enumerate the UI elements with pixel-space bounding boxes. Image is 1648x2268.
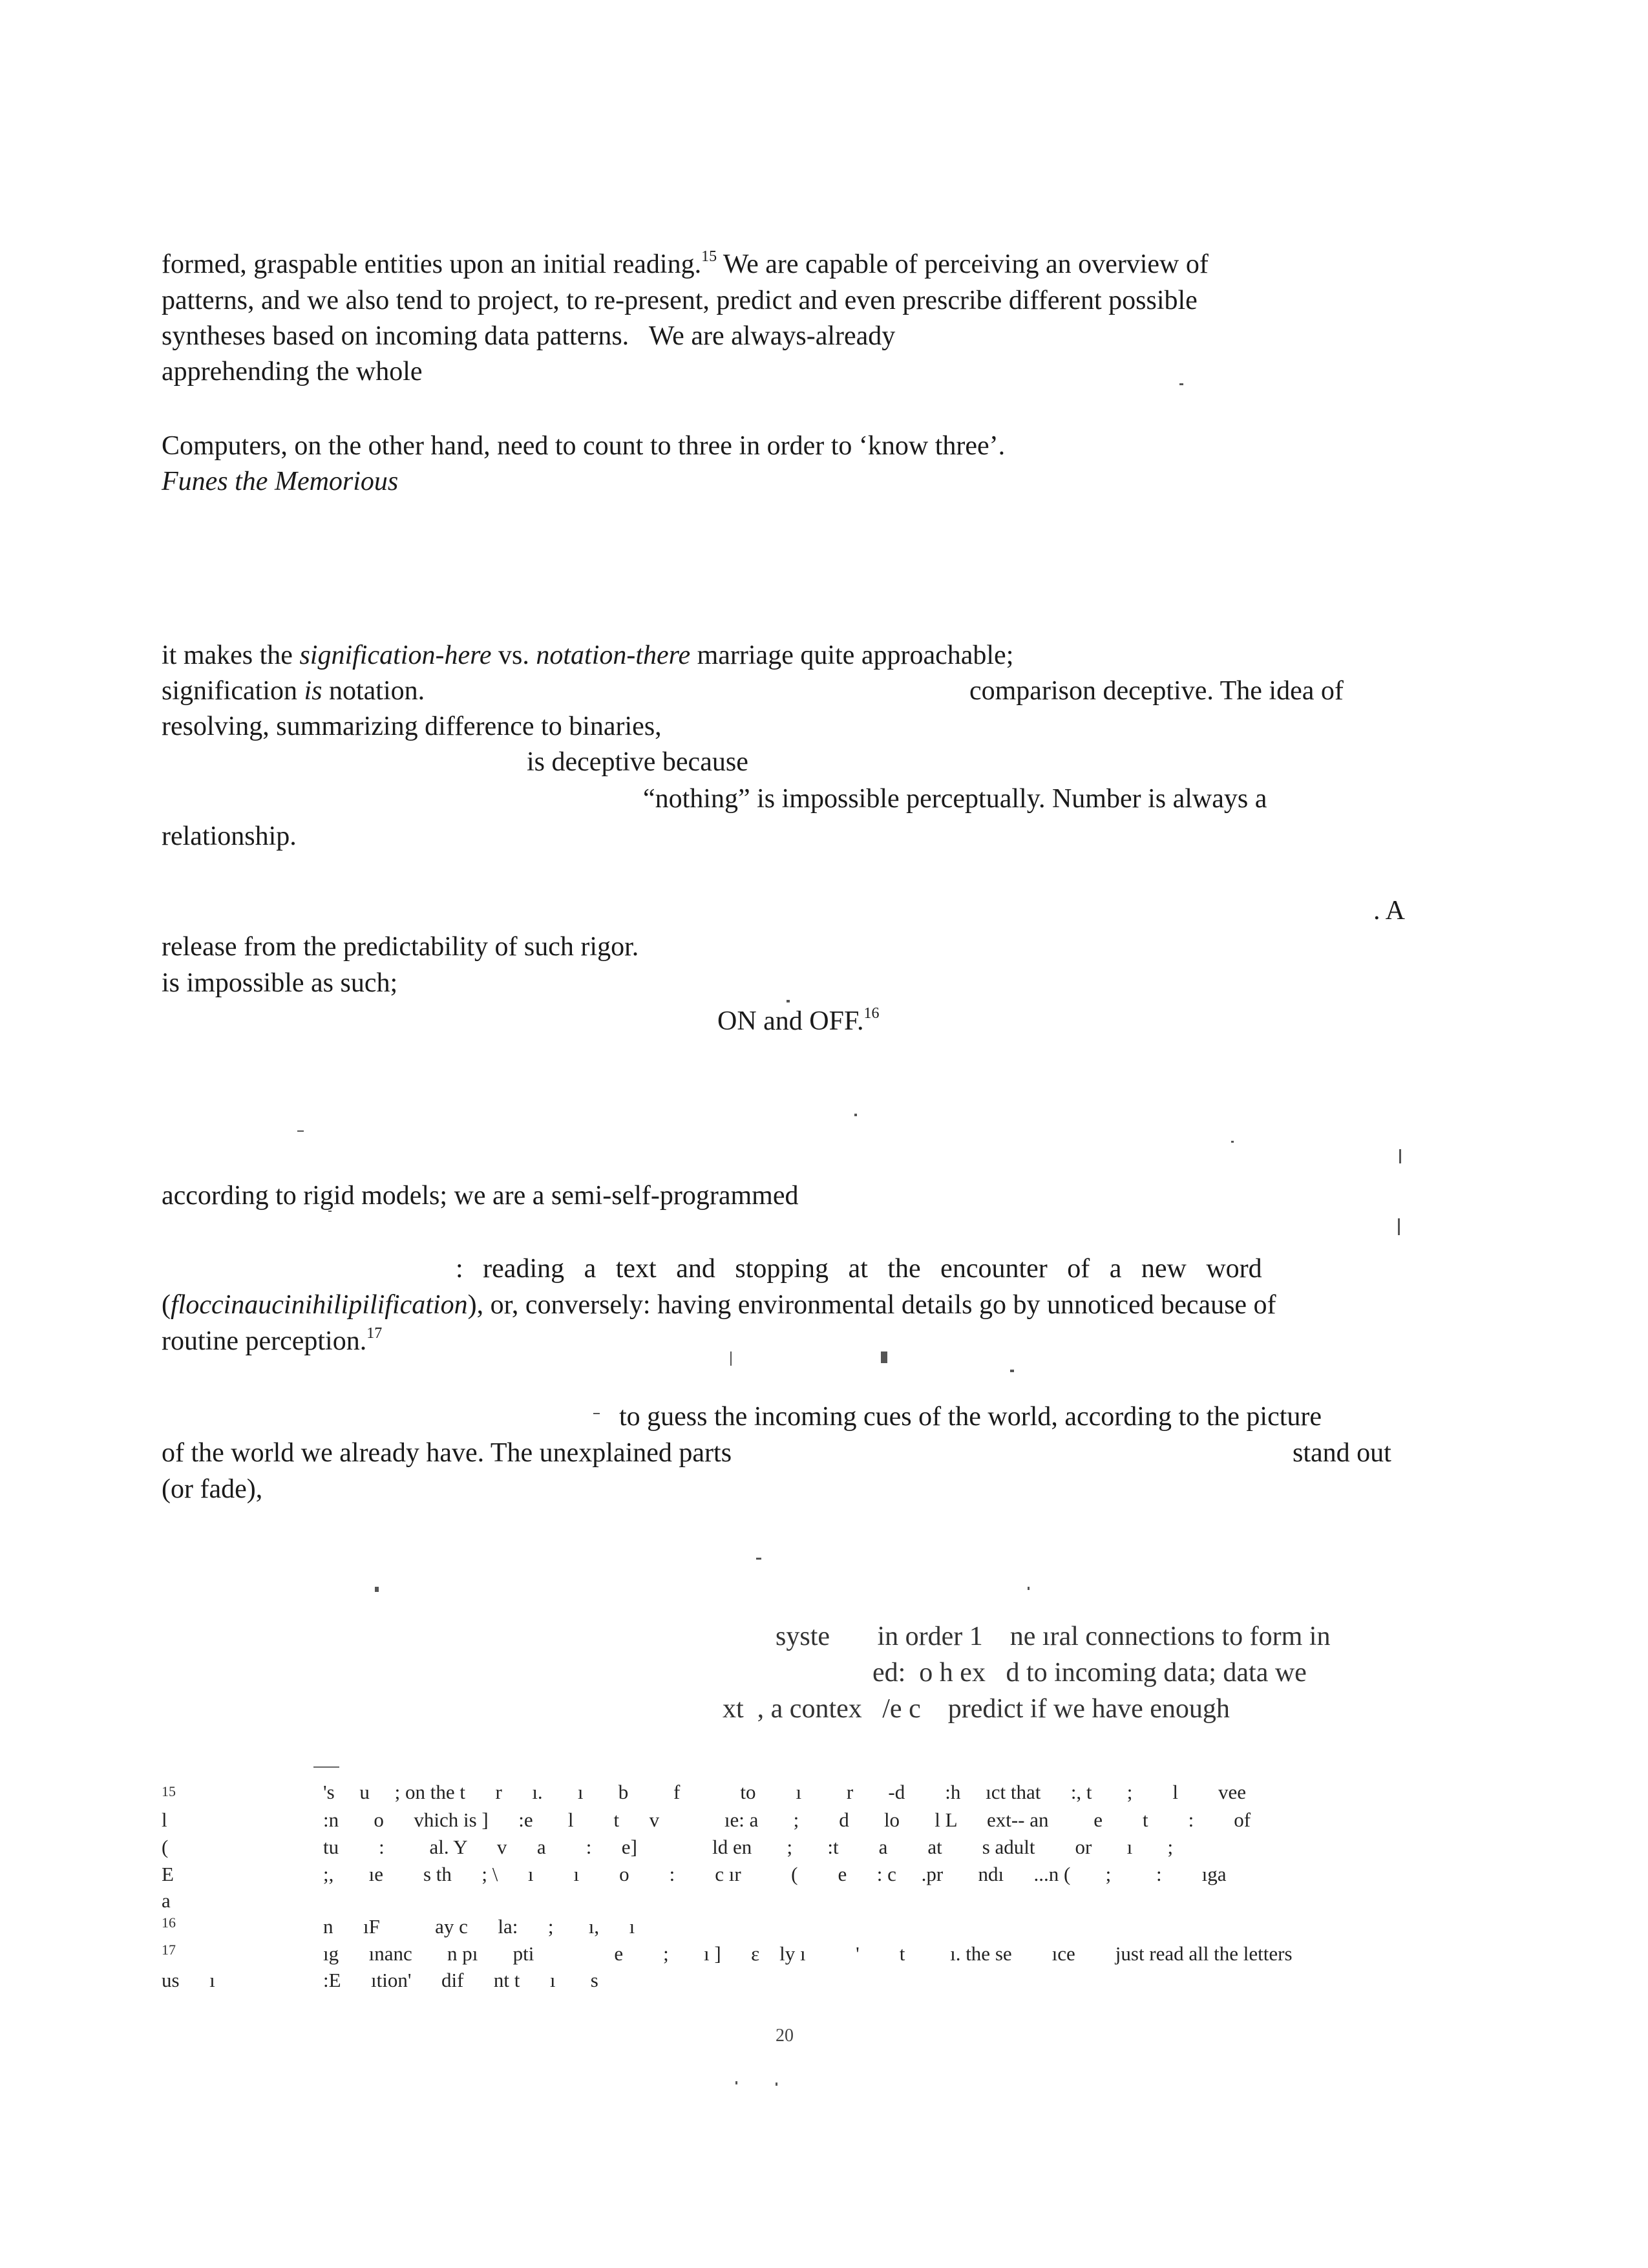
body-line: ON and OFF.$^{16}$: [717, 1005, 880, 1036]
footnote-fragment: l: [162, 1808, 167, 1831]
scan-speck: [1398, 1218, 1400, 1235]
scan-speck: [756, 1558, 761, 1560]
scan-speck: [375, 1587, 379, 1592]
footnote-fragment: ıg ınanc n pı pti e ; ı ] ε ly ı ' t ı. the se ıce just read all the letters: [323, 1942, 1293, 1965]
body-line: (floccinaucinihilipilification), or, conversely: having environmental details go by unnoticed because of: [162, 1290, 1276, 1320]
scan-speck: [730, 1351, 732, 1366]
body-line: : reading a text and stopping at the encounter of a new word: [456, 1254, 1262, 1284]
body-line: (or fade),: [162, 1474, 263, 1504]
body-line: . A: [1373, 896, 1406, 926]
body-line: Funes the Memorious: [162, 467, 399, 496]
body-line-fragment: ed: o h ex d to incoming data; data we: [872, 1658, 1307, 1688]
scan-speck: [787, 1000, 790, 1002]
body-line-fragment: syste in order 1 ne ıral connections to form in: [776, 1622, 1331, 1651]
scan-speck: [593, 1413, 600, 1414]
footnote-fragment: (: [162, 1836, 169, 1858]
body-line: “nothing” is impossible perceptually. Number is always a: [643, 784, 1267, 814]
scan-speck: [735, 2081, 737, 2084]
body-line: release from the predictability of such rigor.: [162, 932, 639, 962]
footnote-marker: 15: [162, 1783, 176, 1799]
body-line: is deceptive because: [527, 747, 748, 777]
footnote-ref: 16: [863, 1005, 880, 1022]
body-line: is impossible as such;: [162, 968, 398, 998]
body-line: syntheses based on incoming data patterns. We are always-already: [162, 321, 896, 351]
footnote-marker: 16: [162, 1914, 176, 1931]
body-line: resolving, summarizing difference to binaries,: [162, 712, 662, 741]
scan-speck: [1231, 1141, 1234, 1143]
scan-speck: [1399, 1149, 1401, 1163]
scan-speck: [776, 2083, 777, 2086]
body-line: according to rigid models; we are a semi-self-programmed: [162, 1181, 799, 1211]
body-line: of the world we already have. The unexplained parts: [162, 1438, 732, 1468]
footnote-fragment: us ı: [162, 1969, 215, 1991]
scan-speck: [854, 1114, 857, 1116]
body-line: relationship.: [162, 821, 297, 851]
scan-speck: [297, 1130, 304, 1132]
scan-speck: [1010, 1370, 1014, 1372]
body-line: comparison deceptive. The idea of: [969, 676, 1344, 706]
footnote-marker: 17: [162, 1942, 176, 1958]
body-line: Computers, on the other hand, need to count to three in order to ‘know three’.: [162, 431, 1006, 461]
body-line: to guess the incoming cues of the world, according to the picture: [619, 1402, 1322, 1432]
footnote-ref: 17: [366, 1325, 383, 1342]
footnote-fragment: a: [162, 1889, 171, 1912]
footnote-fragment: ;, ıe s th ; \ ı ı o : c ır ( e : c .pr ndı ...n ( ; : ıga: [323, 1863, 1227, 1885]
scan-speck: [328, 1211, 332, 1212]
footnote-fragment: n ıF ay c la: ; ı, ı: [323, 1915, 635, 1938]
scan-speck: [881, 1351, 887, 1363]
footnote-ref: 15: [701, 248, 717, 265]
footnote-fragment: tu : al. Y v a : e] ld en ; :t a at s adult or ı ;: [323, 1836, 1174, 1858]
footnote-separator: [313, 1766, 339, 1768]
scan-speck: [1028, 1587, 1030, 1590]
scan-speck: [1179, 383, 1183, 385]
body-line: apprehending the whole: [162, 357, 423, 387]
body-line-fragment: xt , a contex /e c predict if we have enough: [723, 1694, 1230, 1724]
body-line: routine perception.$^{17}$: [162, 1325, 383, 1356]
page-number: 20: [776, 2026, 794, 2046]
footnote-fragment: 's u ; on the t r ı. ı b f to ı r -d :h ıct that :, t ; l vee: [323, 1781, 1247, 1803]
body-line: patterns, and we also tend to project, to re-present, predict and even prescribe different possible: [162, 286, 1198, 315]
footnote-fragment: :E ıtion' dif nt t ı s: [323, 1969, 598, 1991]
body-line: formed, graspable entities upon an initial reading.$^{15}$ We are capable of perceiving an overview of: [162, 248, 1209, 279]
body-line: it makes the signification-here vs. notation-there marriage quite approachable;: [162, 641, 1014, 670]
body-line: stand out: [1293, 1438, 1391, 1468]
footnote-fragment: :n o vhich is ] :e l t v ıe: a ; d lo l L ext-- an e t : of: [323, 1808, 1251, 1831]
footnote-fragment: E: [162, 1863, 174, 1885]
body-line: signification is notation.: [162, 676, 425, 706]
